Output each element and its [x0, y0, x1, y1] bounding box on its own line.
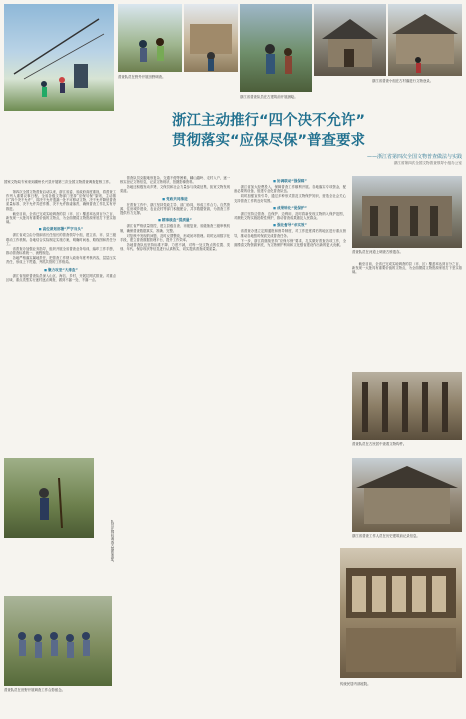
caption-left-mid: 队员在林间调查古墓葬遗址。 — [110, 520, 114, 565]
section-heading: ■ 聚力攻坚“大排查” — [6, 268, 116, 272]
para: 第四次全国文物普查启动以来，浙江省委、省政府高度重视，将普查工作列入重要议事日程。全省各级文物部门坚持“应保尽保”原则，主动推行“四个决不允许”，即决不允许遗漏一处不可移动文物、决不允许降低普查质量标准、决不允许弄虚作假、决不允许推诿塞责，确保普查工作扎实有序推进。 — [6, 190, 116, 211]
caption-top-left: 国家文物局专家来到湖州长兴县开展第三次全国文物普查调查复核工作。 — [4, 180, 113, 184]
caption-right-low1: 普查队员在古民居中查看文物构件。 — [352, 442, 407, 446]
section-heading: ■ 成果转化“促保护” — [234, 206, 346, 210]
headline-line1: 浙江主动推行“四个决不允许” — [172, 113, 366, 129]
para: 各地还积极发动乡贤、文保员和社会力量参与线索征集，拓宽文物发现渠道。 — [120, 185, 230, 194]
caption-bottom-right: 传统民居内部庭院。 — [340, 682, 371, 686]
photo-left-low — [4, 596, 112, 686]
article-column-3 — [234, 176, 346, 696]
photo-right-mid — [352, 176, 462, 248]
section-heading: ■ 强化督导“求实效” — [234, 223, 346, 227]
caption-right-mid: 普查队员在河道上调查古桥遗存。 — [352, 250, 403, 254]
photo-bottom-right — [340, 548, 462, 678]
caption-top-right: 浙江省普查队员在古建筑前开展测绘。 — [240, 95, 298, 99]
photo-top-mid-1 — [118, 4, 182, 72]
para: 同时加强宣传引导，通过多种形式普及文物保护知识，营造全社会关心支持普查工作的良好氛围。 — [234, 194, 346, 203]
article-column-4 — [352, 262, 462, 366]
headline-line2: 贯彻落实“应保尽保”普查要求 — [172, 133, 366, 149]
para: 对复核中发现的问题，及时反馈整改，形成闭环管理。同时运用数字化手段，建立普查数据管理平台，提升工作效率。 — [120, 233, 230, 242]
caption-top-mid: 普查队员在野外开展田野调查。 — [118, 75, 166, 79]
section-heading: ■ 党政共同推进 — [120, 197, 230, 201]
para: 普查队员克服地形复杂、交通不便等困难，翻山越岭、走村入户，逐一核实登记文物信息，记录文物现状，拍摄影像资料。 — [120, 176, 230, 185]
photo-top-right — [240, 4, 312, 92]
headline-byline: 浙江省第四次全国文物普查领导小组办公室 — [393, 161, 462, 165]
section-heading: ■ 协调联动“强保障” — [234, 179, 346, 183]
para: 下一步，浙江将继续坚持“应保尽保”要求，扎实做好普查各项工作，全面摸清文物资源家底，为文物保护利用和文化强省建设作出新的更大贡献。 — [234, 238, 346, 247]
article-column-1 — [6, 190, 116, 452]
headline-tagline: ——浙江省第四次全国文物普查做法与实践 — [366, 154, 462, 160]
caption-right-low2: 浙江省普查工作人员在历史建筑前记录信息。 — [352, 534, 420, 538]
para: 各地严格落实属地责任，把普查工作纳入政府年度考核内容，层层压实责任，形成上下贯通、齐抓共管的工作格局。 — [6, 256, 116, 265]
section-heading: ■ 精准核查“提质量” — [120, 218, 230, 222]
photo-top-mid-2 — [184, 4, 238, 72]
photo-right-low1 — [352, 372, 462, 440]
para: 截至目前，全省已完成实地调查的县（市、区）覆盖率达到百分之百，新发现一大批具有重要价值的文物点，为全面摸清文物资源家底打下坚实基础。 — [352, 262, 462, 275]
caption-top-far: 浙江省普查小组在古村落进行文物登录。 — [372, 79, 434, 83]
photo-left-mid — [4, 458, 94, 538]
para: 在普查工作中，浙江坚持党政主导、部门协同，形成工作合力。自然资源、住房城乡建设、农业农村等部门积极配合，共享数据资源，为普查工作提供有力支撑。 — [120, 202, 230, 216]
para: 省普查办建立定期通报和督导制度，对工作进度滞后的地区进行重点督导，推动各地按时保质完成普查任务。 — [234, 229, 346, 238]
para: 省普查办加强业务指导，组织开展全省普查业务培训，编印工作手册，推动普查标准统一、流程规范。 — [6, 246, 116, 256]
para: 各地普查队伍坚持标准不降、力度不减，对每一处文物点的位置、类别、年代、保存现状等信息进行认真核实，切实提高普查成果质量。 — [120, 243, 230, 252]
para: 浙江省严格质量管控，建立县级自查、市级复查、省级抽查三级审核机制，确保普查数据真实、准确、完整。 — [120, 224, 230, 233]
para: 截至目前，全省已完成实地调查的县（市、区）覆盖率达到百分之百，新发现一大批具有重要价值的文物点，为全面摸清文物资源家底打下坚实基础。 — [6, 211, 116, 225]
section-heading: ■ 高位谋划部署“严字当头” — [6, 227, 116, 231]
para: 浙江省加大经费投入，保障普查工作顺利开展。各地落实专项资金，配备必要的设备，组建专业化普查队伍。 — [234, 185, 346, 194]
para: 浙江坚持边普查、边保护、边利用，及时将新发现文物纳入保护范围，对濒危文物实施抢救性保护，推动普查成果惠及人民群众。 — [234, 211, 346, 221]
caption-left-low: 普查队员在田野开展调查工作合影留念。 — [4, 688, 66, 692]
article-column-2 — [120, 176, 230, 696]
crane-illustration — [4, 4, 114, 111]
photo-top-far — [314, 4, 386, 76]
para: 浙江省组织普查队员深入山区、海岛、乡村，开展拉网式排查。对重点区域、重点类型实行逐村逐点调查，做到不漏一处、不落一点。 — [6, 273, 116, 282]
para: 浙江省成立由分管副省长任组长的普查领导小组，建立省、市、县三级联动工作机制。各地结合实际制定实施方案，明确时间表、路线图和责任分工。 — [6, 233, 116, 246]
photo-top-far-2 — [388, 4, 462, 76]
photo-top-left — [4, 4, 114, 111]
photo-right-low2 — [352, 458, 462, 532]
